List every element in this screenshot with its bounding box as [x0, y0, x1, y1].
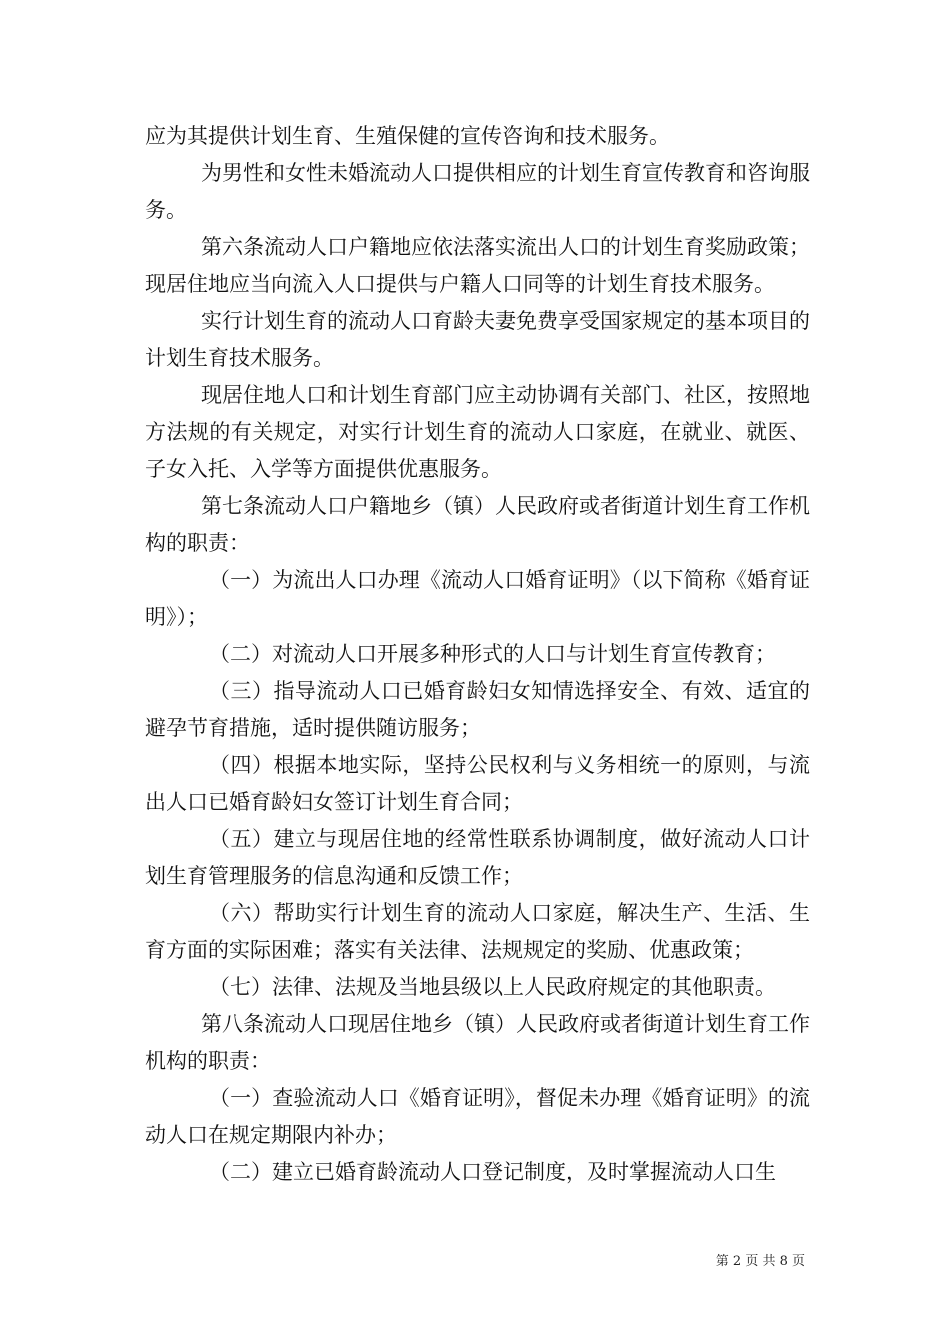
article-7-item-6: （六）帮助实行计划生育的流动人口家庭，解决生产、生活、生育方面的实际困难；落实有关法律、法规规定的奖励、优惠政策；: [145, 901, 810, 962]
article-7-item-3: （三）指导流动人口已婚育龄妇女知情选择安全、有效、适宜的避孕节育措施，适时提供随访服务；: [145, 679, 810, 740]
article-7-item-5: （五）建立与现居住地的经常性联系协调制度，做好流动人口计划生育管理服务的信息沟通和反馈工作；: [145, 827, 810, 888]
paragraph-4: 实行计划生育的流动人口育龄夫妻免费享受国家规定的基本项目的计划生育技术服务。: [145, 309, 810, 370]
article-7-paragraph: 第七条流动人口户籍地乡（镇）人民政府或者街道计划生育工作机构的职责：: [145, 494, 810, 555]
paragraph-1: 应为其提供计划生育、生殖保健的宣传咨询和技术服务。: [145, 124, 670, 148]
article-6-paragraph: 第六条流动人口户籍地应依法落实流出人口的计划生育奖励政策；现居住地应当向流入人口提供与户籍人口同等的计划生育技术服务。: [145, 235, 810, 296]
article-8-item-2: （二）建立已婚育龄流动人口登记制度，及时掌握流动人口生: [209, 1160, 776, 1184]
article-7-item-1: （一）为流出人口办理《流动人口婚育证明》（以下简称《婚育证明》）；: [145, 568, 810, 629]
article-8-paragraph: 第八条流动人口现居住地乡（镇）人民政府或者街道计划生育工作机构的职责：: [145, 1012, 810, 1073]
article-7-item-2: （二）对流动人口开展多种形式的人口与计划生育宣传教育；: [209, 642, 776, 666]
paragraph-5: 现居住地人口和计划生育部门应主动协调有关部门、社区，按照地方法规的有关规定，对实行计划生育的流动人口家庭，在就业、就医、子女入托、入学等方面提供优惠服务。: [145, 383, 810, 481]
article-8-item-1: （一）查验流动人口《婚育证明》，督促未办理《婚育证明》的流动人口在规定期限内补办；: [145, 1086, 810, 1147]
paragraph-2: 为男性和女性未婚流动人口提供相应的计划生育宣传教育和咨询服务。: [145, 161, 810, 222]
article-7-item-7: （七）法律、法规及当地县级以上人民政府规定的其他职责。: [209, 975, 776, 999]
body-text: [145, 118, 810, 1191]
article-7-item-4: （四）根据本地实际，坚持公民权利与义务相统一的原则，与流出人口已婚育龄妇女签订计划生育合同；: [145, 753, 810, 814]
page-number-footer: 第 2 页 共 8 页: [715, 1254, 805, 1269]
